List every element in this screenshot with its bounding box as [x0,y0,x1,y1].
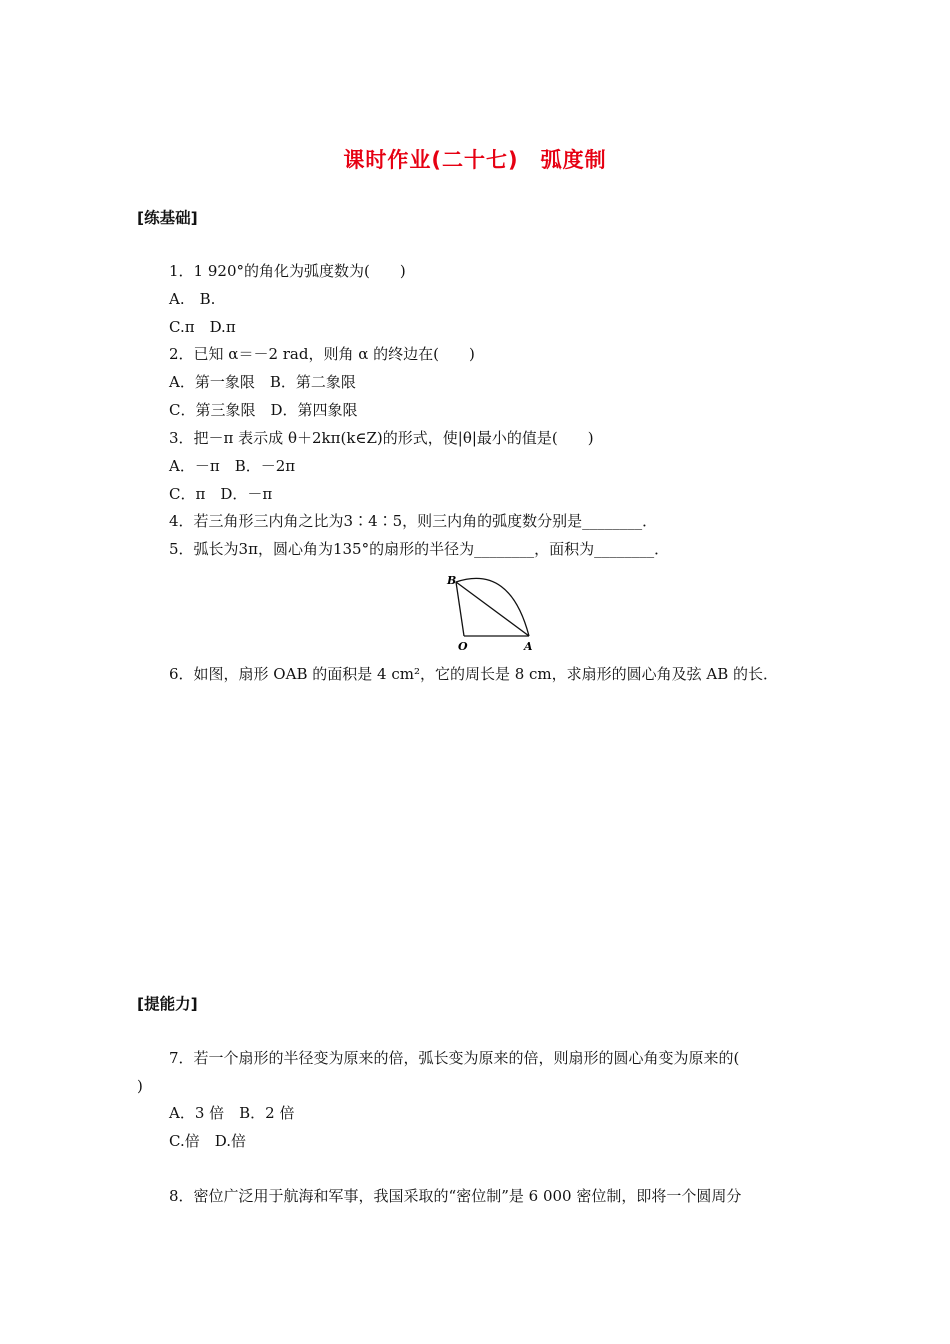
question-5: 5．弧长为3π，圆心角为135°的扇形的半径为________，面积为________． [169,540,670,558]
sector-figure [440,570,550,652]
label-A: A [524,640,533,652]
question-2-options-ab: A．第一象限 B．第二象限 [169,373,356,391]
question-6: 6．如图，扇形 OAB 的面积是 4 cm²，它的周长是 8 cm，求扇形的圆心角及弦 AB 的长． [169,665,779,683]
section-heading-basic: [练基础] [137,209,198,227]
chord-AB [456,582,529,636]
question-7-continuation: ) [137,1077,143,1095]
section-heading-improve: [提能力] [137,995,198,1013]
question-2-options-cd: C．第三象限 D．第四象限 [169,401,358,419]
question-3: 3．把－π 表示成 θ＋2kπ(k∈Z)的形式，使|θ|最小的值是( ) [169,429,594,447]
label-B: B [447,574,457,587]
question-2: 2．已知 α＝－2 rad，则角 α 的终边在( ) [169,345,475,363]
radius-OB [456,582,464,636]
question-1-options-ab: A. B. [169,290,216,308]
question-1-options-cd: C.π D.π [169,318,236,336]
label-O: O [458,640,468,652]
question-3-options-cd: C．π D．－π [169,485,273,503]
question-4: 4．若三角形三内角之比为3∶4∶5，则三内角的弧度数分别是________． [169,512,658,530]
page-title: 课时作业(二十七) 弧度制 [343,148,607,172]
question-3-options-ab: A．－π B．－2π [169,457,296,475]
question-7-options-cd: C.倍 D.倍 [169,1132,246,1150]
question-1: 1．1 920°的角化为弧度数为( ) [169,262,406,280]
question-8: 8．密位广泛用于航海和军事，我国采取的“密位制”是 6 000 密位制，即将一个圆周分 [169,1187,742,1205]
question-7-options-ab: A．3 倍 B．2 倍 [169,1104,295,1122]
question-7: 7．若一个扇形的半径变为原来的倍，弧长变为原来的倍，则扇形的圆心角变为原来的( [169,1049,740,1067]
